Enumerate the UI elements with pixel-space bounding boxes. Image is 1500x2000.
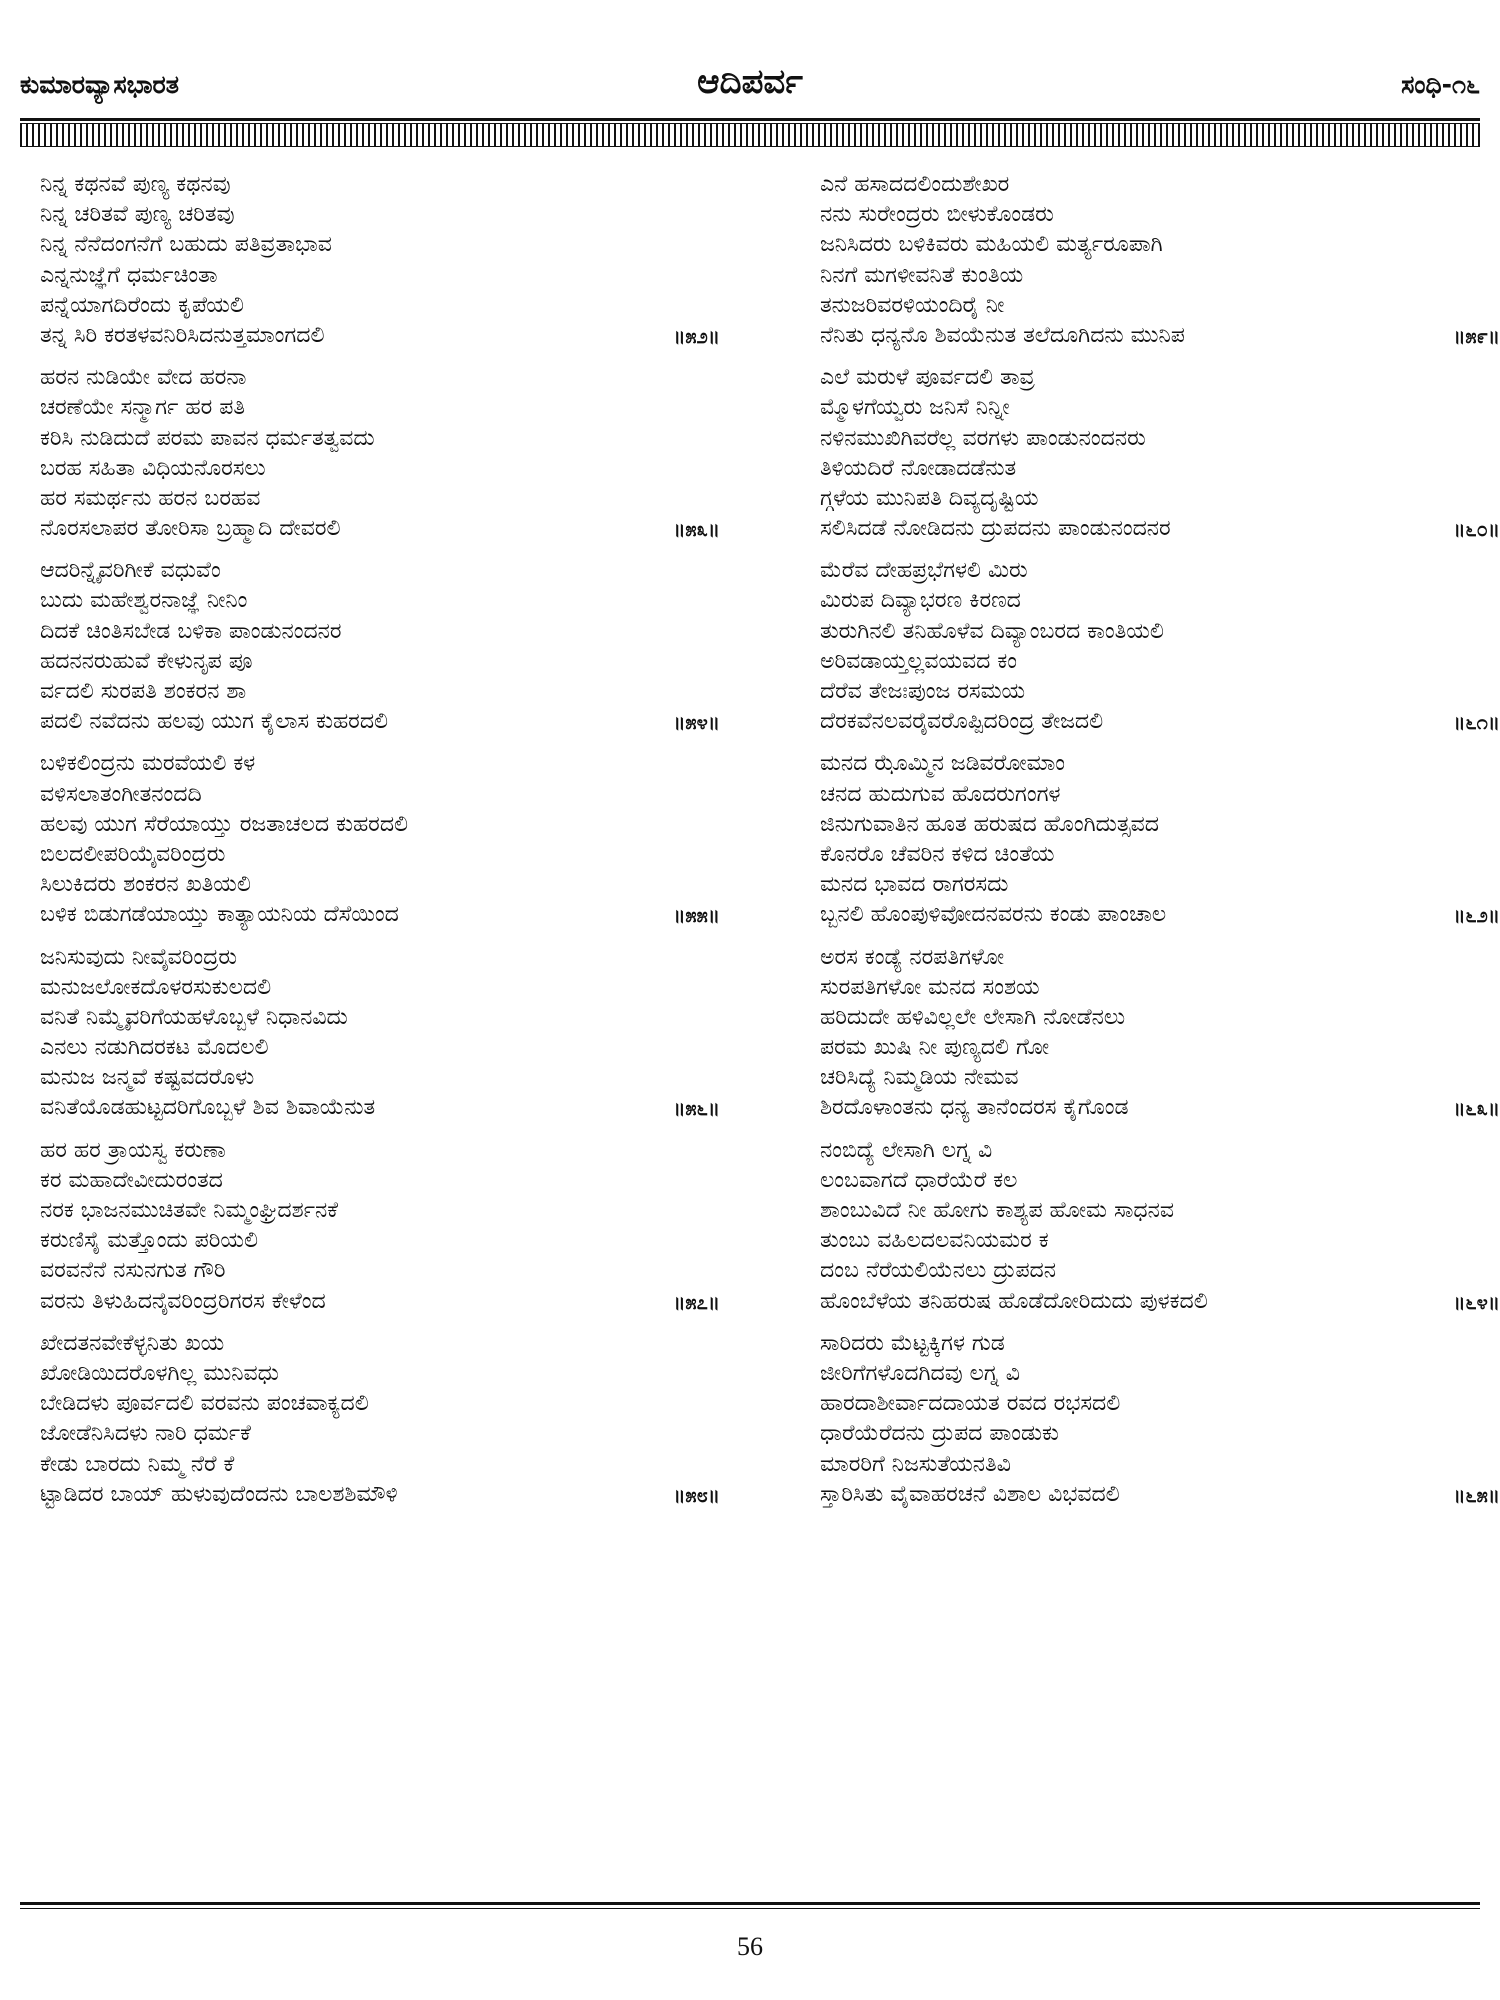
verse-line: ಕರ ಮಹಾದೇವೀದುರಂತದ: [40, 1167, 223, 1193]
verse-line: ಮನದ ಭಾವದ ರಾಗರಸದು: [820, 872, 1009, 898]
verse-line: ಬ್ಬನಲಿ ಹೊಂಪುಳಿವೋದನವರನು ಕಂಡು ಪಾಂಚಾಲ: [820, 902, 1167, 928]
stanza-number: ॥೫೭॥: [673, 1289, 720, 1314]
verse-line: ಮಾರರಿಗೆ ನಿಜಸುತೆಯನತಿವಿ: [820, 1451, 1011, 1477]
verse-line: ಹದನನರುಹುವೆ ಕೇಳುನೃಪ ಪೂ: [40, 648, 253, 674]
verse-line: ನಿನ್ನ ನೆನೆದಂಗನೆಗೆ ಬಹುದು ಪತಿವ್ರತಾಭಾವ: [40, 232, 332, 258]
page-header: [20, 62, 1480, 114]
verse-line: ಅರಸ ಕಂಡ್ಯೆ ನರಪತಿಗಳೋ: [820, 944, 1005, 970]
verse-line: ತನ್ನ ಸಿರಿ ಕರತಳವನಿರಿಸಿದನುತ್ತಮಾಂಗದಲಿ: [40, 322, 325, 348]
verse-line: ಬರಹ ಸಹಿತಾ ವಿಧಿಯನೊರಸಲು: [40, 455, 266, 481]
verse-line: ರ್ವದಲಿ ಸುರಪತಿ ಶಂಕರನ ಶಾ: [40, 679, 247, 704]
verse-line: ಜನಿಸಿದರು ಬಳಿಕಿವರು ಮಹಿಯಲಿ ಮರ್ತ್ಯರೂಪಾಗಿ: [820, 232, 1163, 258]
stanza-number: ॥೫೨॥: [673, 323, 720, 348]
footer-rule-thick: [20, 1902, 1480, 1905]
verse-line: ನಳಿನಮುಖಿಗಿವರೆಲ್ಲ ವರಗಳು ಪಾಂಡುನಂದನರು: [820, 425, 1146, 451]
stanza: [40, 749, 720, 930]
stanza: [40, 363, 720, 544]
verse-line: ತನುಜರಿವರಳಿಯಂದಿರೈ ನೀ: [820, 292, 1005, 318]
verse-line: ನೆನಿತು ಧನ್ಯನೊ ಶಿವಯೆನುತ ತಲೆದೂಗಿದನು ಮುನಿಪ: [820, 322, 1185, 348]
verse-line: ಹಲವು ಯುಗ ಸೆರೆಯಾಯ್ತು ರಜತಾಚಲದ ಕುಹರದಲಿ: [40, 811, 409, 837]
verse-line: ಮನುಜ ಜನ್ಮವೆ ಕಷ್ಟವದರೊಳು: [40, 1065, 255, 1091]
verse-line: ವನಿತೆ ನಿಮ್ಮೈವರಿಗೆಯಹಳೊಬ್ಬಳೆ ನಿಧಾನವಿದು: [40, 1004, 348, 1030]
parva-title: ಆದಿಪರ್ವ: [697, 62, 803, 102]
verse-line: ಮನುಜಲೋಕದೊಳರಸುಕುಲದಲಿ: [40, 974, 272, 1000]
verse-line: ಜನಿಸುವುದು ನೀವೈವರಿಂದ್ರರು: [40, 944, 237, 970]
border-rule: [20, 118, 1480, 121]
stanza: [820, 1329, 1500, 1510]
stanza-number: ॥೫೬॥: [673, 1096, 720, 1121]
verse-line: ಸಲಿಸಿದಡೆ ನೋಡಿದನು ದ್ರುಪದನು ಪಾಂಡುನಂದನರ: [820, 516, 1171, 542]
stanza-number: ॥೫೪॥: [673, 710, 720, 735]
verse-line: ಕೇಡು ಬಾರದು ನಿಮ್ಮ ನೆರೆ ಕೆ: [40, 1451, 235, 1477]
verse-line: ಹರನ ನುಡಿಯೇ ವೇದ ಹರನಾ: [40, 365, 247, 391]
stanza: [820, 1136, 1500, 1317]
verse-line: ಜೋಡೆನಿಸಿದಳು ನಾರಿ ಧರ್ಮಕೆ: [40, 1421, 251, 1447]
verse-line: ನಿನಗೆ ಮಗಳೀವನಿತೆ ಕುಂತಿಯ: [820, 262, 1024, 288]
verse-line: ಶಾಂಬುವಿದೆ ನೀ ಹೋಗು ಕಾಶ್ಯಪ ಹೋಮ ಸಾಧನವ: [820, 1198, 1174, 1223]
footer-rule-thin: [20, 1908, 1480, 1909]
stanza-number: ॥೬೨॥: [1453, 903, 1500, 928]
verse-line: ನರಕ ಭಾಜನಮುಚಿತವೇ ನಿಮ್ಮಂಘ್ರಿದರ್ಶನಕೆ: [40, 1198, 339, 1223]
stanza-number: ॥೫೩॥: [673, 517, 720, 542]
verse-line: ದಂಬ ನೆರೆಯಲಿಯೆನಲು ದ್ರುಪದನ: [820, 1258, 1056, 1284]
verse-line: ದೆರೆವ ತೇಜಃಪುಂಜ ರಸಮಯ: [820, 679, 1026, 704]
verse-line: ಬಿಲದಲೀಪರಿಯೈವರಿಂದ್ರರು: [40, 841, 226, 867]
stanza: [40, 556, 720, 737]
verse-line: ಬೇಡಿದಳು ಪೂರ್ವದಲಿ ವರವನು ಪಂಚವಾಕ್ಯದಲಿ: [40, 1391, 369, 1417]
stanza-number: ॥೫೯॥: [1453, 323, 1500, 348]
verse-line: ಗ್ಗಳೆಯ ಮುನಿಪತಿ ದಿವ್ಯದೃಷ್ಟಿಯ: [820, 485, 1039, 511]
stanza-number: ॥೬೧॥: [1453, 710, 1500, 735]
verse-line: ಆದರಿನ್ನೈವರಿಗೀಕೆ ವಧುವೆಂ: [40, 558, 221, 584]
page-number: 56: [737, 1932, 763, 1961]
verse-line: ಮನದ ಝೊಮ್ಮಿನ ಜಡಿವರೋಮಾಂ: [820, 751, 1066, 777]
verse-line: ಚನದ ಹುದುಗುವ ಹೊದರುಗಂಗಳ: [820, 781, 1061, 807]
verse-line: ಹೊಂಬೆಳೆಯ ತನಿಹರುಷ ಹೊಡೆದೋರಿದುದು ಪುಳಕದಲಿ: [820, 1288, 1208, 1314]
verse-line: ಹಾರದಾಶೀರ್ವಾದದಾಯತ ರವದ ರಭಸದಲಿ: [820, 1391, 1121, 1417]
verse-line: ಜಿನುಗುವಾತಿನ ಹೂತ ಹರುಷದ ಹೊಂಗಿದುತ್ಸವದ: [820, 811, 1159, 837]
verse-line: ದಿದಕೆ ಚಿಂತಿಸಬೇಡ ಬಳಿಕಾ ಪಾಂಡುನಂದನರ: [40, 618, 342, 644]
verse-line: ಮ್ಮೊಳಗೆಯ್ವರು ಜನಿಸೆ ನಿನ್ನೀ: [820, 395, 1010, 421]
verse-line: ವರವನೆನೆ ನಸುನಗುತ ಗೌರಿ: [40, 1258, 226, 1284]
stanza: [40, 1136, 720, 1317]
verse-line: ಜೀರಿಗೆಗಳೊದಗಿದವು ಲಗ್ನ ವಿ: [820, 1360, 1020, 1386]
stanza-number: ॥೬೪॥: [1453, 1289, 1500, 1314]
verse-line: ನನು ಸುರೇಂದ್ರರು ಬೀಳುಕೊಂಡರು: [820, 202, 1054, 228]
stanza: [820, 556, 1500, 737]
book-title: ಕುಮಾರವ್ಯಾಸಭಾರತ: [20, 70, 180, 99]
verse-line: ನಿನ್ನ ಕಥನವೆ ಪುಣ್ಯ ಕಥನವು: [40, 172, 231, 197]
verse-line: ಚರಣೆಯೇ ಸನ್ಮಾರ್ಗ ಹರ ಪತಿ: [40, 395, 246, 421]
verse-line: ಚರಿಸಿದ್ಯೆ ನಿಮ್ಮಡಿಯ ನೇಮವ: [820, 1065, 1019, 1091]
verse-line: ಎನ್ನನುಜ್ಞೆಗೆ ಧರ್ಮಚಿಂತಾ: [40, 262, 218, 288]
verse-line: ಧಾರೆಯೆರೆದನು ದ್ರುಪದ ಪಾಂಡುಕು: [820, 1421, 1059, 1447]
stanza: [40, 1329, 720, 1510]
verse-line: ತುಂಬು ವಹಿಲದಲವನಿಯಮರ ಕ: [820, 1228, 1049, 1254]
verse-line: ಶಿರದೊಳಾಂತನು ಧನ್ಯ ತಾನೆಂದರಸ ಕೈಗೊಂಡ: [820, 1095, 1129, 1121]
verse-line: ಸುರಪತಿಗಳೋ ಮನದ ಸಂಶಯ: [820, 974, 1040, 1000]
verse-line: ಟ್ಟಾಡಿದರ ಬಾಯ್ ಹುಳುವುದೆಂದನು ಬಾಲಶಶಿಮೌಳಿ: [40, 1481, 398, 1507]
verse-line: ಸಾರಿದರು ಮೆಟ್ಟಕ್ಕಿಗಳ ಗುಡ: [820, 1330, 1005, 1356]
verse-line: ಎಲೆ ಮರುಳೆ ಪೂರ್ವದಲಿ ತಾವ್ರ: [820, 365, 1035, 391]
footer-rule: [20, 1902, 1480, 1909]
verse-line: ಕರಿಸಿ ನುಡಿದುದೆ ಪರಮ ಪಾವನ ಧರ್ಮತತ್ವವದು: [40, 425, 375, 451]
stanza-number: ॥೬೦॥: [1453, 517, 1500, 542]
stanza-number: ॥೬೩॥: [1453, 1096, 1500, 1121]
verse-line: ತಿಳಿಯದಿರೆ ನೋಡಾದಡೆನುತ: [820, 455, 1017, 481]
verse-line: ಹರಿದುದೇ ಹಳಿವಿಲ್ಲಲೇ ಲೇಸಾಗಿ ನೋಡೆನಲು: [820, 1004, 1126, 1030]
stanza-number: ॥೬೫॥: [1453, 1482, 1500, 1507]
verse-line: ನಂಬಿದ್ಯೆ ಲೇಸಾಗಿ ಲಗ್ನ ವಿ: [820, 1137, 993, 1163]
right-column: [820, 170, 1500, 1522]
stanza: [820, 943, 1500, 1124]
verse-line: ಬುದು ಮಹೇಶ್ವರನಾಜ್ಞೆ ನೀನಿಂ: [40, 588, 248, 614]
verse-line: ನಿನ್ನ ಚರಿತವೆ ಪುಣ್ಯ ಚರಿತವು: [40, 202, 235, 228]
verse-line: ಸಿಲುಕಿದರು ಶಂಕರನ ಖತಿಯಲಿ: [40, 872, 251, 898]
ornamental-border: [20, 118, 1480, 154]
verse-line: ದೆರಕವೆನಲವರೈವರೊಪ್ಪಿದರಿಂದ್ರ ತೇಜದಲಿ: [820, 709, 1104, 735]
verse-line: ವನಿತೆಯೊಡಹುಟ್ಟದರಿಗೊಬ್ಬಳೆ ಶಿವ ಶಿವಾಯೆನುತ: [40, 1095, 376, 1121]
border-ornament: [20, 123, 1480, 147]
verse-line: ಎನೆ ಹಸಾದದಲಿಂದುಶೇಖರ: [820, 172, 1010, 197]
stanza: [820, 363, 1500, 544]
verse-line: ವರನು ತಿಳುಹಿದನೈವರಿಂದ್ರರಿಗರಸ ಕೇಳೆಂದ: [40, 1288, 326, 1314]
stanza-number: ॥೫೮॥: [673, 1482, 720, 1507]
verse-line: ತುರುಗಿನಲಿ ತನಿಹೊಳೆವ ದಿವ್ಯಾಂಬರದ ಕಾಂತಿಯಲಿ: [820, 618, 1164, 644]
verse-line: ಹರ ಸಮರ್ಥನು ಹರನ ಬರಹವ: [40, 485, 261, 511]
verse-line: ಕರುಣಿಸೈ ಮತ್ತೊಂದು ಪರಿಯಲಿ: [40, 1228, 258, 1254]
verse-line: ಪರಮ ಖುಷಿ ನೀ ಪುಣ್ಯದಲಿ ಗೋ: [820, 1035, 1050, 1061]
verse-line: ನೊರಸಲಾಪರ ತೋರಿಸಾ ಬ್ರಹ್ಮಾದಿ ದೇವರಲಿ: [40, 516, 341, 542]
verse-line: ಖೋಡಿಯಿದರೊಳಗಿಲ್ಲ ಮುನಿವಧು: [40, 1360, 279, 1386]
sandhi-label: ಸಂಧಿ-೧೬: [1401, 70, 1480, 99]
verse-line: ಲಂಬವಾಗದೆ ಧಾರೆಯೆರೆ ಕಲ: [820, 1167, 1018, 1193]
verse-line: ಅರಿವಡಾಯ್ತಲ್ಲವಯವದ ಕಂ: [820, 648, 1017, 674]
verse-line: ಕೊನರೊ ಚೆವರಿನ ಕಳಿದ ಚಿಂತೆಯ: [820, 841, 1055, 867]
verse-line: ವಳಿಸಲಾತಂಗೀತನಂದದಿ: [40, 781, 202, 807]
verse-line: ಹರ ಹರ ತ್ರಾಯಸ್ವ ಕರುಣಾ: [40, 1137, 226, 1163]
verse-line: ಸ್ತಾರಿಸಿತು ವೈವಾಹರಚನೆ ವಿಶಾಲ ವಿಭವದಲಿ: [820, 1481, 1120, 1507]
verse-line: ಮೆರೆವ ದೇಹಪ್ರಭೆಗಳಲಿ ಮಿರು: [820, 558, 1028, 584]
verse-line: ಬಳಿಕಲಿಂದ್ರನು ಮರವೆಯಲಿ ಕಳ: [40, 751, 256, 777]
verse-line: ಖೇದತನವೇಕೆಳ್ಳನಿತು ಖಯ: [40, 1330, 225, 1356]
stanza: [40, 170, 720, 351]
stanza: [820, 749, 1500, 930]
verse-line: ಎನಲು ನಡುಗಿದರಕಟ ಮೊದಲಲಿ: [40, 1035, 269, 1061]
verse-line: ಬಳಿಕ ಬಿಡುಗಡೆಯಾಯ್ತು ಕಾತ್ಯಾಯನಿಯ ದೆಸೆಯಿಂದ: [40, 902, 399, 928]
stanza: [820, 170, 1500, 351]
verse-line: ಪನ್ನೆಯಾಗದಿರೆಂದು ಕೃಪೆಯಲಿ: [40, 292, 244, 318]
verse-line: ಮಿರುಪ ದಿವ್ಯಾಭರಣ ಕಿರಣದ: [820, 588, 1021, 614]
stanza-number: ॥೫೫॥: [673, 903, 720, 928]
left-column: [40, 170, 720, 1522]
stanza: [40, 943, 720, 1124]
verse-line: ಪದಲಿ ನವೆದನು ಹಲವು ಯುಗ ಕೈಲಾಸ ಕುಹರದಲಿ: [40, 709, 389, 735]
